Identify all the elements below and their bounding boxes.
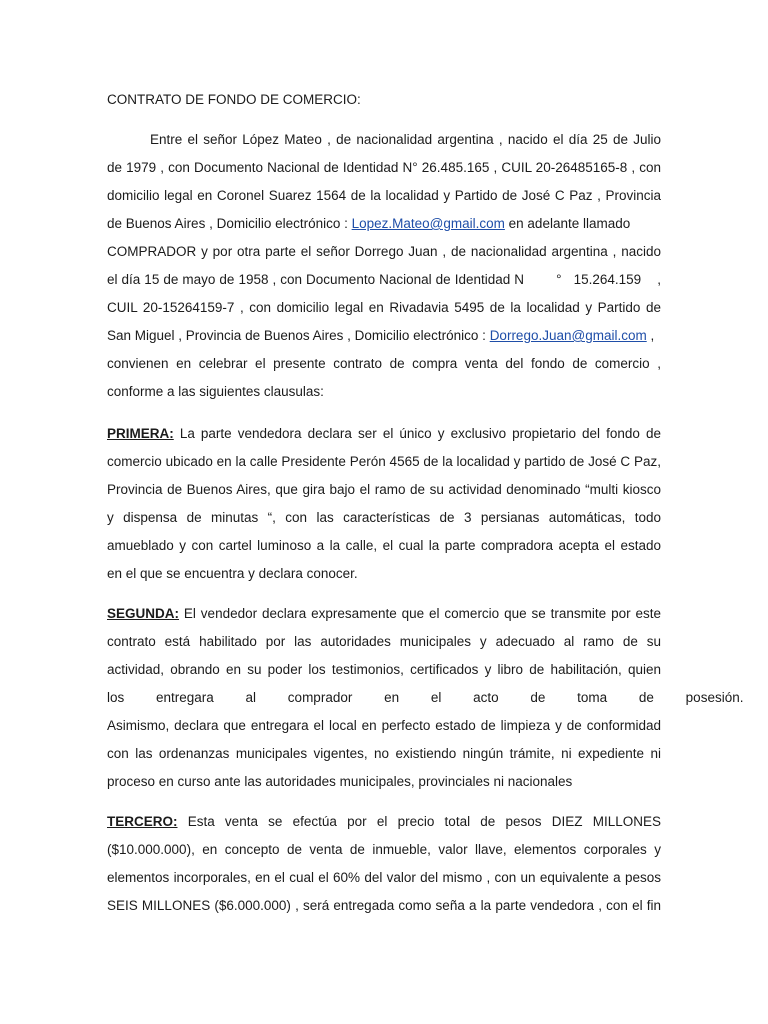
intro-line-10: conforme a las siguientes clausulas:: [107, 384, 324, 399]
primera-line-2: comercio ubicado en la calle Presidente Perón 4565 de la localidad y partido de José C Paz,: [107, 454, 661, 469]
segunda-line-2: contrato está habilitado por las autoridades municipales y adecuado al ramo de su: [107, 634, 661, 649]
primera-label: PRIMERA:: [107, 426, 174, 441]
primera-line-5: amueblado y con cartel luminoso a la calle, el cual la parte compradora acepta el estado: [107, 538, 661, 553]
intro-line-8: [107, 327, 661, 345]
tercero-label: TERCERO:: [107, 814, 178, 829]
segunda-label: SEGUNDA:: [107, 606, 180, 621]
document-title: CONTRATO DE FONDO DE COMERCIO:: [107, 92, 361, 107]
segunda-line-1: [107, 605, 661, 623]
tercero-line-4: SEIS MILLONES ($6.000.000) , será entregada como seña a la parte vendedora , con el fin: [107, 898, 661, 913]
tercero-line-1: [107, 813, 661, 831]
intro-line-4: [107, 215, 661, 233]
segunda-line-3: actividad, obrando en su poder los testimonios, certificados y libro de habilitación, quien: [107, 662, 661, 677]
primera-line-4: y dispensa de minutas “, con las características de 3 persianas automáticas, todo: [107, 510, 661, 525]
intro-line-6: el día 15 de mayo de 1958 , con Documento Nacional de Identidad N ° 15.264.159 ,: [107, 272, 661, 287]
seller-email-link[interactable]: Dorrego.Juan@gmail.com: [489, 328, 647, 343]
primera-line-3: Provincia de Buenos Aires, que gira bajo el ramo de su actividad denominado “multi kiosco: [107, 482, 661, 497]
segunda-line-7: proceso en curso ante las autoridades municipales, provinciales ni nacionales: [107, 774, 573, 789]
intro-line-4-end: en adelante llamado: [504, 216, 631, 231]
tercero-line-2: ($10.000.000), en concepto de venta de inmueble, valor llave, elementos corporales y: [107, 842, 661, 857]
segunda-line-5: Asimismo, declara que entregara el local en perfecto estado de limpieza y de conformidad: [107, 718, 661, 733]
segunda-line-4: los entregara al comprador en el acto de toma de posesión.: [107, 690, 744, 705]
primera-line-6: en el que se encuentra y declara conocer.: [107, 566, 358, 581]
intro-line-4-text: de Buenos Aires , Domicilio electrónico :: [107, 216, 352, 231]
intro-line-9: convienen en celebrar el presente contrato de compra venta del fondo de comercio ,: [107, 356, 661, 371]
segunda-text-1: El vendedor declara expresamente que el comercio que se transmite por este: [179, 606, 661, 621]
buyer-email-link[interactable]: Lopez.Mateo@gmail.com: [351, 216, 505, 231]
intro-line-1: Entre el señor López Mateo , de nacionalidad argentina , nacido el día 25 de Julio: [150, 132, 661, 147]
intro-line-2: de 1979 , con Documento Nacional de Identidad N° 26.485.165 , CUIL 20-26485165-8 , con: [107, 160, 661, 175]
tercero-line-3: elementos incorporales, en el cual el 60% del valor del mismo , con un equivalente a pesos: [107, 870, 661, 885]
intro-line-7: CUIL 20-15264159-7 , con domicilio legal en Rivadavia 5495 de la localidad y Partido de: [107, 300, 661, 315]
segunda-line-6: con las ordenanzas municipales vigentes, no existiendo ningún trámite, ni expediente ni: [107, 746, 661, 761]
intro-line-8-text: San Miguel , Provincia de Buenos Aires , Domicilio electrónico :: [107, 328, 490, 343]
intro-line-3: domicilio legal en Coronel Suarez 1564 de la localidad y Partido de José C Paz , Provincia: [107, 188, 661, 203]
primera-text-1: La parte vendedora declara ser el único y exclusivo propietario del fondo de: [173, 426, 661, 441]
tercero-text-1: Esta venta se efectúa por el precio total de pesos DIEZ MILLONES: [177, 814, 661, 829]
intro-line-8-end: ,: [646, 328, 655, 343]
intro-line-5: COMPRADOR y por otra parte el señor Dorrego Juan , de nacionalidad argentina , nacido: [107, 244, 661, 259]
primera-line-1: [107, 425, 661, 443]
